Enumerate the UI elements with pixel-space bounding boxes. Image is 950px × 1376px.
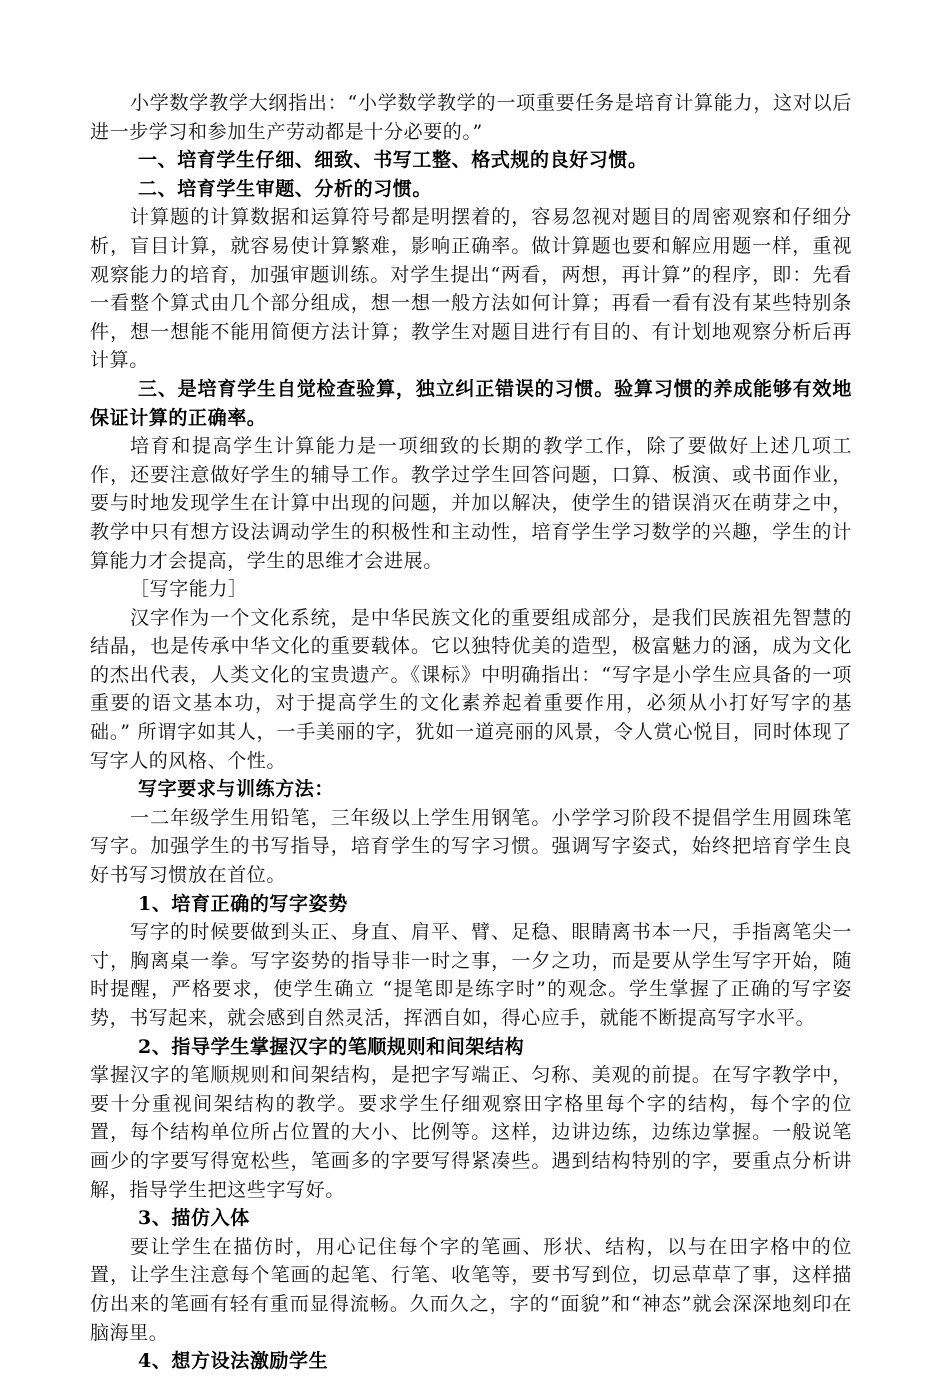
heading-habit-neatness: 一、培育学生仔细、细致、书写工整、格式规的良好习惯。 (138, 149, 648, 172)
heading-writing-requirements: 写字要求与训练方法： (138, 778, 335, 801)
heading-motivation: 4、想方设法激励学生 (138, 1350, 329, 1373)
heading-habit-analysis: 二、培育学生审题、分析的习惯。 (138, 177, 433, 200)
paragraph-writing-tools: 一二年级学生用铅笔，三年级以上学生用钢笔。小学学习阶段不提倡学生用圆珠笔写字。加强学生的书写指导，培育学生的写字习惯。强调写字姿式，始终把培育学生良好书写习惯放在首位。 (90, 806, 852, 887)
heading-posture: 1、培育正确的写字姿势 (138, 892, 348, 915)
heading-stroke-order: 2、指导学生掌握汉字的笔顺规则和间架结构 (138, 1035, 525, 1058)
paragraph-intro: 小学数学教学大纲指出：“小学数学教学的一项重要任务是培育计算能力，这对以后进一步学习和参加生产劳动都是十分必要的。” (90, 92, 852, 143)
paragraph-chinese-characters: 汉字作为一个文化系统，是中华民族文化的重要组成部分，是我们民族祖先智慧的结晶，也是传承中华文化的重要载体。它以独特优美的造型，极富魅力的涵，成为文化的杰出代表，人类文化的宝贵遗产。《课标》中明确指出：“写字是小学生应具备的一项重要的语文基本功，对于提高学生的文化素养起着重要作用，必须从小打好写字的基础。” 所谓字如其人，一手美丽的字，犹如一道亮丽的风景，令人赏心悦目，同时体现了写字人的风格、个性。 (90, 606, 852, 772)
paragraph-stroke-order: 掌握汉字的笔顺规则和间架结构，是把字写端正、匀称、美观的前提。在写字教学中，要十分重视间架结构的教学。要求学生仔细观察田字格里每个字的结构，每个字的位置，每个结构单位所占位置的大小、比例等。这样，边讲边练，边练边掌握。一般说笔画少的字要写得宽松些，笔画多的字要写得紧凑些。遇到结构特别的字，要重点分析讲解，指导学生把这些字写好。 (90, 1064, 852, 1201)
paragraph-analysis: 计算题的计算数据和运算符号都是明摆着的，容易忽视对题目的周密观察和仔细分析，盲目计算，就容易使计算繁难，影响正确率。做计算题也要和解应用题一样，重视观察能力的培育，加强审题训练。对学生提出“两看，两想，再计算”的程序，即：先看一看整个算式由几个部分组成，想一想一般方法如何计算；再看一看有没有某些特别条件，想一想能不能用简便方法计算；教学生对题目进行有目的、有计划地观察分析后再计算。 (90, 206, 852, 372)
paragraph-tracing: 要让学生在描仿时，用心记住每个字的笔画、形状、结构，以与在田字格中的位置，让学生注意每个笔画的起笔、行笔、收笔等，要书写到位，切忌草草了事，这样描仿出来的笔画有轻有重而显得流畅。久而久之，字的“面貌”和“神态”就会深深地刻印在脑海里。 (90, 1235, 852, 1344)
heading-habit-checking: 三、是培育学生自觉检查验算，独立纠正错误的习惯。验算习惯的养成能够有效地保证计算的正确率。 (90, 377, 852, 429)
heading-tracing: 3、描仿入体 (138, 1207, 250, 1230)
paragraph-posture: 写字的时候要做到头正、身直、肩平、臂、足稳、眼睛离书本一尺，手指离笔尖一寸，胸离桌一拳。写字姿势的指导非一时之事，一夕之功，而是要从学生写字开始，随时提醒，严格要求，使学生确立 “提笔即是练字时”的观念。学生掌握了正确的写字姿势，书写起来，就会感到自然灵活，挥洒自如，得心应手，就能不断提高写字水平。 (90, 921, 852, 1029)
section-title-writing-ability: ［写字能力］ (130, 578, 248, 601)
document-body (90, 89, 852, 1376)
paragraph-calculation-ability: 培育和提高学生计算能力是一项细致的长期的教学工作，除了要做好上述几项工作，还要注意做好学生的辅导工作。教学过学生回答问题，口算、板演、或书面作业，要与时地发现学生在计算中出现的问题，并加以解决，使学生的错误消灭在萌芽之中，教学中只有想方设法调动学生的积极性和主动性，培育学生学习数学的兴趣，学生的计算能力才会提高，学生的思维才会进展。 (90, 435, 852, 572)
